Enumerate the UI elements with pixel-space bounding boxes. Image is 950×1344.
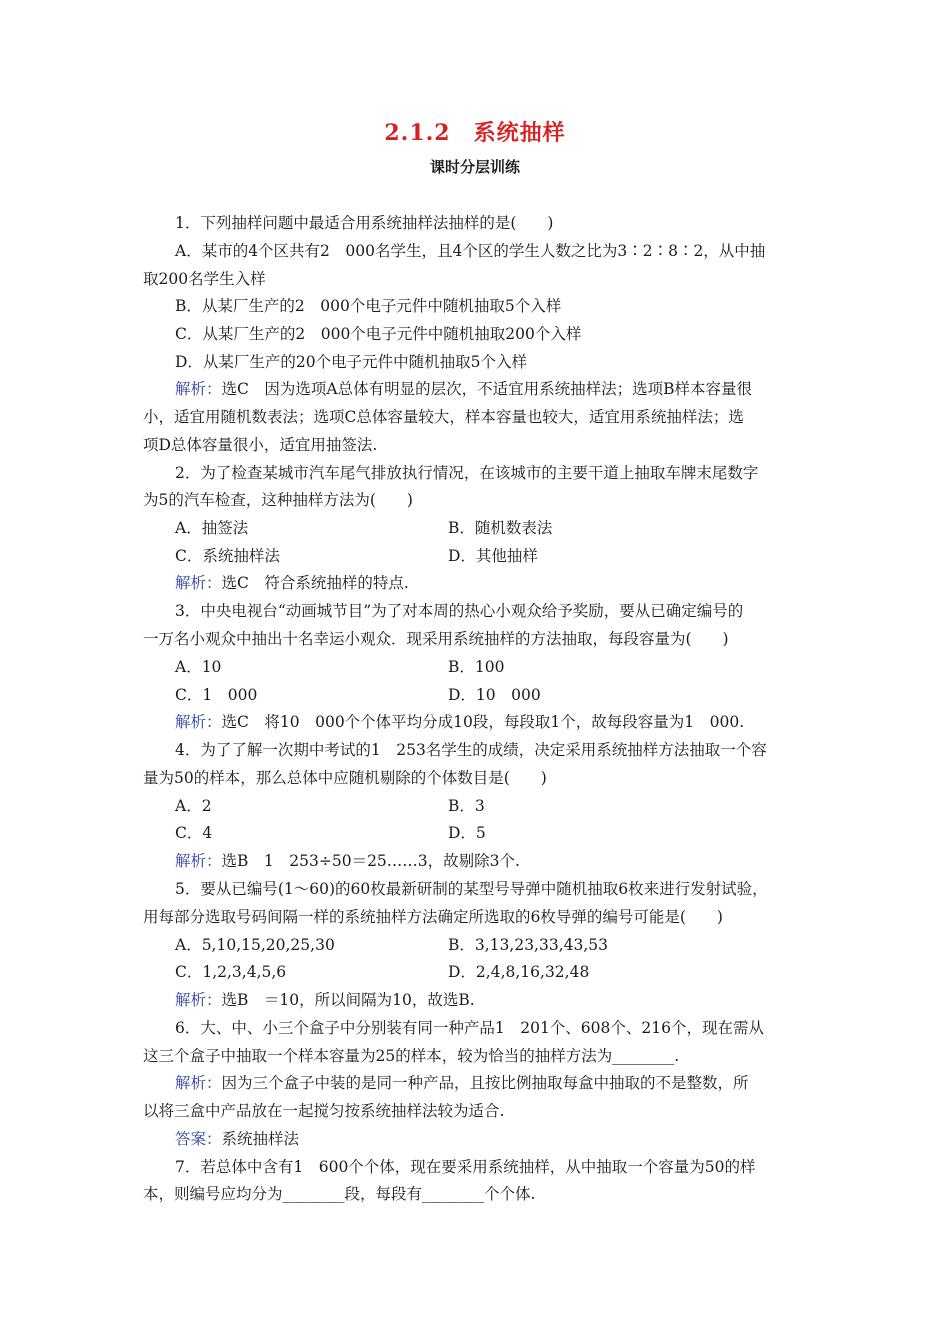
q6-answer [175,1128,299,1150]
q1-option-a-line1: A．某市的4个区共有2 000名学生，且4个区的学生人数之比为3∶2∶8∶2，从中抽 [175,242,766,260]
analysis-label: 解析： [175,380,222,398]
q5-option-c: C．1,2,3,4,5,6 [175,963,287,981]
q2-option-d: D．其他抽样 [448,547,538,565]
question-7-stem-line1: 7．若总体中含有1 600个个体，现在要采用系统抽样，从中抽取一个容量为50的样 [175,1158,756,1176]
q3-option-b: B．100 [448,658,505,676]
question-2-stem-line1: 2．为了检查某城市汽车尾气排放执行情况，在该城市的主要干道上抽取车牌末尾数字 [175,464,759,482]
q1-analysis-text: 选C 因为选项A总体有明显的层次，不适宜用系统抽样法；选项B样本容量很 [221,380,752,398]
q3-analysis [175,711,744,733]
q4-analysis [175,850,520,872]
q1-option-c: C．从某厂生产的2 000个电子元件中随机抽取200个入样 [175,325,582,343]
q4-option-b: B．3 [448,797,485,815]
q1-option-d: D．从某厂生产的20个电子元件中随机抽取5个入样 [175,353,528,371]
q1-option-b: B．从某厂生产的2 000个电子元件中随机抽取5个入样 [175,297,562,315]
q1-analysis-line2: 小，适宜用随机数表法；选项C总体容量较大，样本容量也较大，适宜用系统抽样法；选 [143,408,744,426]
analysis-label: 解析： [175,713,222,731]
page-subtitle: 课时分层训练 [429,158,520,176]
q4-option-a: A．2 [175,797,212,815]
q4-option-d: D．5 [448,824,486,842]
q2-analysis [175,572,409,594]
q3-option-c: C．1 000 [175,686,258,704]
q6-analysis-line2: 以将三盒中产品放在一起搅匀按系统抽样法较为适合. [143,1102,505,1120]
q1-analysis-line3: 项D总体容量很小，适宜用抽签法. [143,436,378,454]
question-5-stem-line1: 5．要从已编号(1～60)的60枚最新研制的某型号导弹中随机抽取6枚来进行发射试验， [175,880,768,898]
question-1-stem: 1．下列抽样问题中最适合用系统抽样法抽样的是( ) [175,214,554,232]
question-6-stem-line2: 这三个盒子中抽取一个样本容量为25的样本，较为恰当的抽样方法为________. [143,1047,680,1065]
q2-option-c: C．系统抽样法 [175,547,280,565]
analysis-label: 解析： [175,574,222,592]
q2-analysis-text: 选C 符合系统抽样的特点. [221,574,409,592]
q6-analysis-text: 因为三个盒子中装的是同一种产品，且按比例抽取每盒中抽取的不是整数，所 [221,1074,749,1092]
q2-option-a: A．抽签法 [175,519,249,537]
question-6-stem-line1: 6．大、中、小三个盒子中分别装有同一种产品1 201个、608个、216个，现在需从 [175,1019,764,1037]
q5-analysis-text: 选B ＝10，所以间隔为10，故选B. [221,991,475,1009]
q5-option-a: A．5,10,15,20,25,30 [175,936,335,954]
q5-option-b: B．3,13,23,33,43,53 [448,936,609,954]
question-4-stem-line2: 量为50的样本，那么总体中应随机剔除的个体数目是( ) [143,769,547,787]
analysis-label: 解析： [175,852,222,870]
question-7-stem-line2: 本，则编号应均分为________段，每段有________个个体. [143,1185,536,1203]
q2-option-b: B．随机数表法 [448,519,553,537]
question-5-stem-line2: 用每部分选取号码间隔一样的系统抽样方法确定所选取的6枚导弹的编号可能是( ) [143,908,723,926]
q1-analysis-line1 [175,378,752,400]
question-3-stem-line2: 一万名小观众中抽出十名幸运小观众．现采用系统抽样的方法抽取，每段容量为( ) [143,630,729,648]
question-3-stem-line1: 3．中央电视台“动画城节目”为了对本周的热心小观众给予奖励，要从已确定编号的 [175,602,744,620]
question-4-stem-line1: 4．为了了解一次期中考试的1 253名学生的成绩，决定采用系统抽样方法抽取一个容 [175,741,767,759]
q3-option-d: D．10 000 [448,686,541,704]
q3-option-a: A．10 [175,658,222,676]
answer-label: 答案： [175,1130,222,1148]
analysis-label: 解析： [175,1074,222,1092]
page-title: 2.1.2 系统抽样 [384,120,566,146]
question-2-stem-line2: 为5的汽车检查，这种抽样方法为( ) [143,491,413,509]
q5-analysis [175,989,475,1011]
analysis-label: 解析： [175,991,222,1009]
q3-analysis-text: 选C 将10 000个个体平均分成10段，每段取1个，故每段容量为1 000. [221,713,745,731]
q4-option-c: C．4 [175,824,213,842]
q6-analysis-line1 [175,1072,749,1094]
q4-analysis-text: 选B 1 253÷50＝25……3，故剔除3个. [221,852,520,870]
q6-answer-text: 系统抽样法 [221,1130,300,1148]
q1-option-a-line2: 取200名学生入样 [143,270,266,288]
q5-option-d: D．2,4,8,16,32,48 [448,963,590,981]
